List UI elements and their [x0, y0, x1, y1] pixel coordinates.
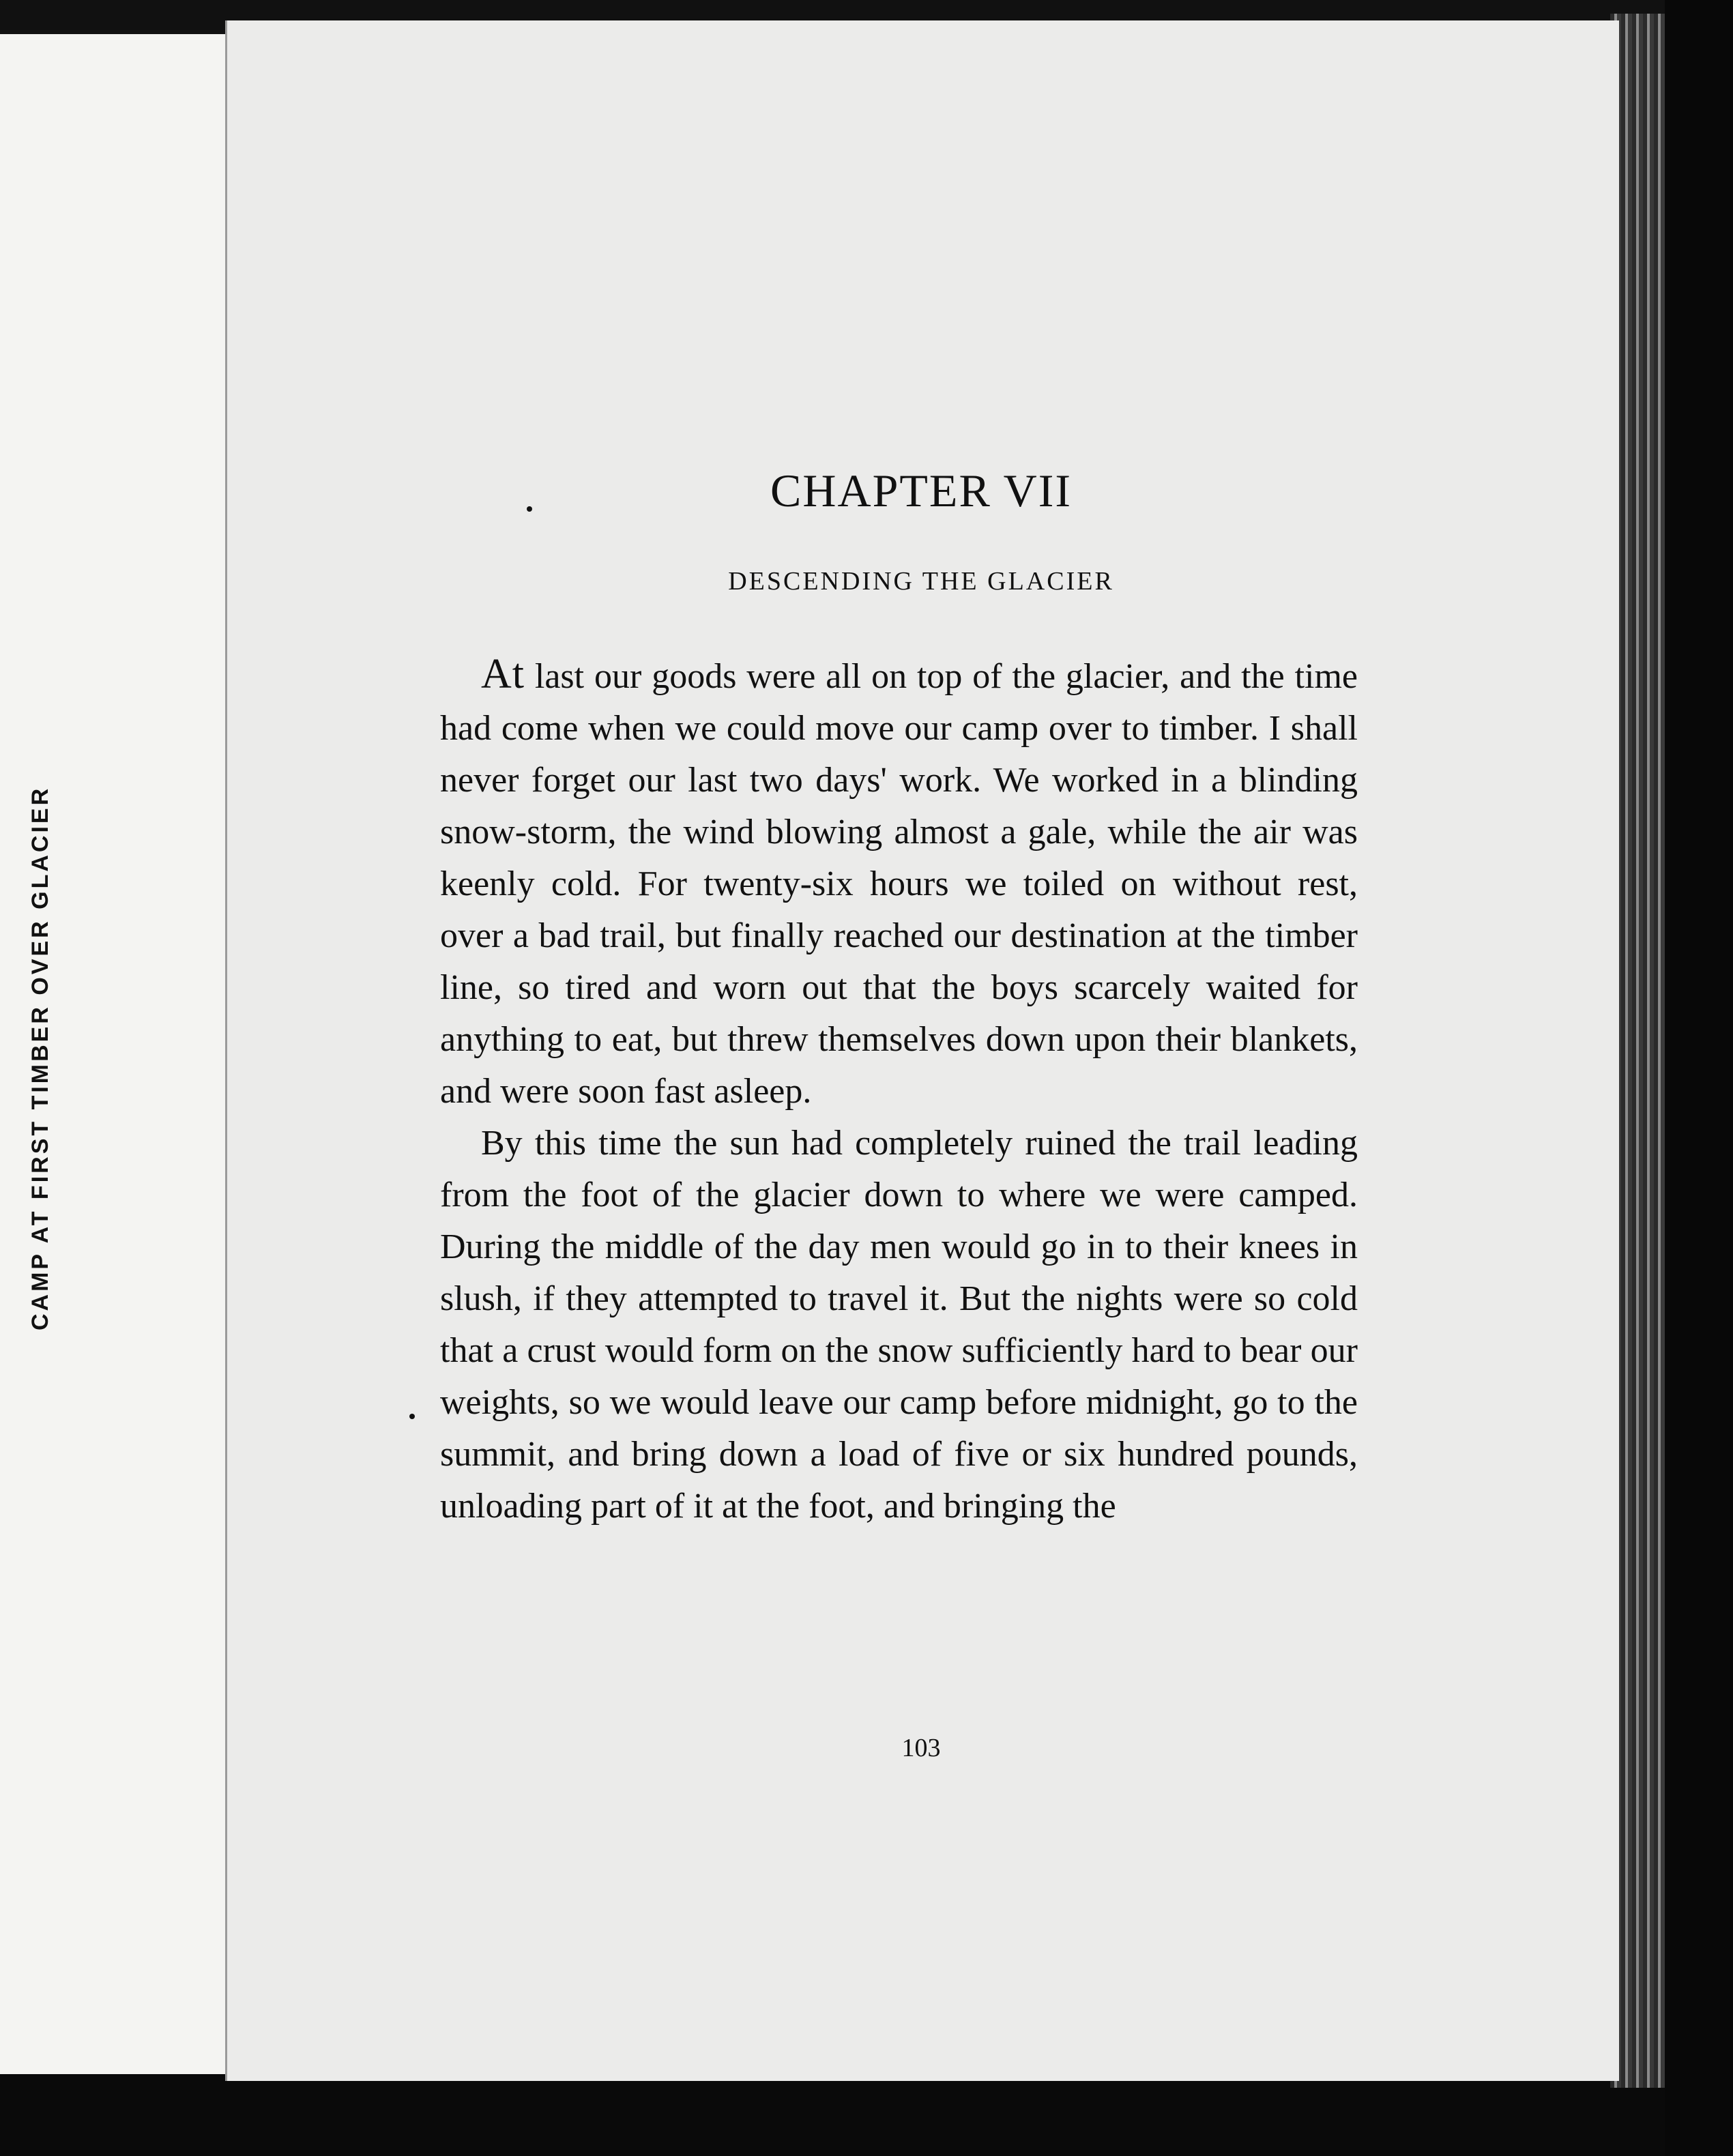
- plate-caption: CAMP AT FIRST TIMBER OVER GLACIER: [27, 785, 53, 1330]
- body-text: [440, 648, 1358, 1532]
- chapter-title: CHAPTER VII: [770, 465, 1072, 516]
- paragraph: [440, 1118, 1358, 1532]
- chapter-subtitle: DESCENDING THE GLACIER: [728, 567, 1114, 596]
- scan-right-border: [1665, 0, 1733, 2156]
- drop-cap: At: [481, 651, 525, 697]
- paragraph-text: By this time the sun had completely ruined the trail leading from the foot of the glacier down to where we were camped. During the middle of the day men would go in to their knees in slush, if they attempted to travel it. But the nights were so cold that a crust would form on the snow sufficiently hard to bear our weights, so we would leave our camp before midnight, go to the summit, and bring down a load of five or six hundred pounds, unloading part of it at the foot, and bringing the: [440, 1124, 1358, 1526]
- facing-plate-leaf: [0, 34, 239, 2074]
- paragraph: [440, 648, 1358, 1118]
- speck: [409, 1414, 415, 1419]
- paragraph-text: last our goods were all on top of the glacier, and the time had come when we could move our camp over to timber. I shall never forget our last two days' work. We worked in a blinding snow-storm, the wind blowing almost a gale, while the air was keenly cold. For twenty-six hours we toiled on without rest, over a bad trail, but finally reached our destination at the timber line, so tired and worn out that the boys scarcely waited for anything to eat, but threw themselves down upon their blankets, and were soon fast asleep.: [440, 657, 1358, 1111]
- page-number: 103: [901, 1734, 941, 1762]
- scan-bottom-border: [0, 2074, 1733, 2156]
